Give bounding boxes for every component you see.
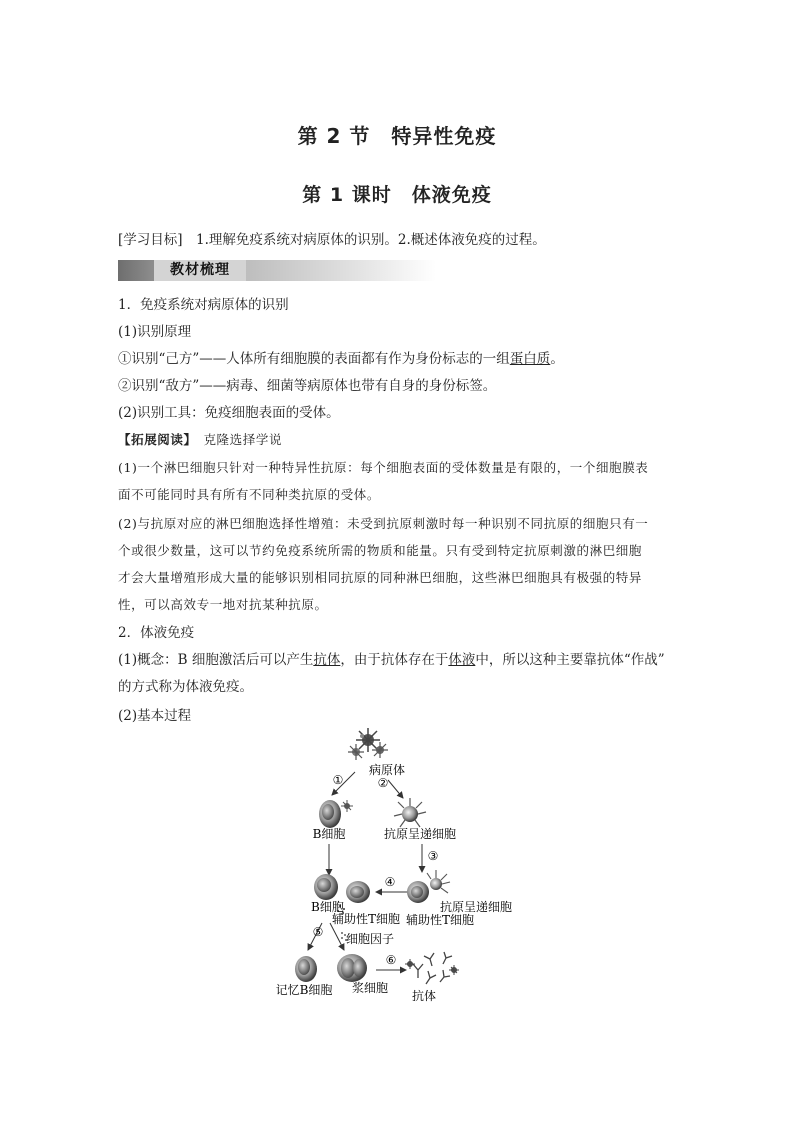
b-cell-icon bbox=[319, 800, 353, 828]
label-antibody: 抗体 bbox=[411, 989, 437, 1003]
label-plasma-cell: 浆细胞 bbox=[351, 981, 389, 995]
s2-concept bbox=[118, 650, 665, 670]
label-apc-2: 抗原呈递细胞 bbox=[440, 900, 513, 914]
label-b-cell-2: B细胞 bbox=[311, 900, 344, 914]
s1-p3: ②识别“敌方”——病毒、细菌等病原体也带有自身的身份标签。 bbox=[118, 378, 497, 394]
ext-line-6: 性，可以高效专一地对抗某种抗原。 bbox=[118, 597, 328, 612]
s2-concept-cont: 的方式称为体液免疫。 bbox=[118, 679, 253, 695]
s2-answer-body-fluid: 体液 bbox=[448, 652, 476, 668]
step-5: ⑤ bbox=[312, 925, 324, 939]
ext-line-3: (2)与抗原对应的淋巴细胞选择性增殖：未受到抗原刺激时每一种识别不同抗原的细胞只有一 bbox=[118, 516, 649, 531]
step-6: ⑥ bbox=[385, 953, 397, 967]
label-th: 辅助性T细胞 bbox=[332, 912, 401, 926]
s2-process-label: (2)基本过程 bbox=[118, 708, 192, 724]
label-b-cell: B细胞 bbox=[312, 827, 346, 841]
label-memory-b-cell: 记忆B细胞 bbox=[275, 983, 333, 997]
step-4: ④ bbox=[384, 875, 396, 889]
step-1: ① bbox=[332, 773, 344, 787]
memory-b-cell-icon bbox=[295, 956, 317, 982]
ext-line-2: 面不可能同时具有所有不同种类抗原的受体。 bbox=[118, 487, 381, 502]
s1-p2-end: 。 bbox=[550, 351, 564, 367]
s1-p4: (2)识别工具：免疫细胞表面的受体。 bbox=[118, 405, 340, 421]
plasma-cell-icon bbox=[337, 954, 367, 982]
arrow-2 bbox=[388, 780, 403, 798]
learning-objectives bbox=[118, 230, 546, 250]
s2-heading: 2．体液免疫 bbox=[118, 625, 195, 641]
s1-heading: 1．免疫系统对病原体的识别 bbox=[118, 297, 289, 313]
arrow-5b bbox=[330, 923, 344, 950]
s2-concept-c: ，由于抗体存在于 bbox=[340, 652, 449, 668]
s1-p2 bbox=[118, 349, 564, 369]
lesson-title: 第 1 课时 体液免疫 bbox=[302, 184, 492, 206]
ext-line-4: 个或很少数量，这可以节约免疫系统所需的物质和能量。只有受到特定抗原刺激的淋巴细胞 bbox=[118, 543, 643, 558]
label-apc: 抗原呈递细胞 bbox=[383, 827, 457, 841]
extension-heading bbox=[118, 430, 282, 450]
step-3: ③ bbox=[427, 849, 439, 863]
s2-concept-e: 中，所以这种主要靠抗体“作战” bbox=[475, 652, 665, 668]
label-pathogen: 病原体 bbox=[368, 763, 406, 777]
ext-line-1: (1)一个淋巴细胞只针对一种特异性抗原：每个细胞表面的受体数量是有限的，一个细胞膜表 bbox=[118, 460, 649, 475]
extension-title: 克隆选择学说 bbox=[190, 432, 283, 447]
section-banner-label: 教材梳理 bbox=[154, 260, 246, 281]
extension-label: 【拓展阅读】 bbox=[118, 432, 191, 447]
label-cytokine: 细胞因子 bbox=[346, 932, 395, 946]
s1-p2-answer: 蛋白质 bbox=[509, 351, 551, 367]
s1-p1: (1)识别原理 bbox=[118, 324, 192, 340]
antigen-presenting-cell-icon bbox=[394, 798, 426, 827]
apc-th-icon bbox=[407, 870, 450, 903]
step-2: ② bbox=[377, 776, 389, 790]
ext-line-5: 才会大量增殖形成大量的能够识别相同抗原的同种淋巴细胞，这些淋巴细胞具有极强的特异 bbox=[118, 570, 643, 585]
s2-answer-antibody: 抗体 bbox=[313, 652, 341, 668]
antibody-icon bbox=[405, 952, 459, 984]
objectives-label: [学习目标] bbox=[118, 232, 183, 248]
objectives-text: 1.理解免疫系统对病原体的识别。2.概述体液免疫的过程。 bbox=[182, 232, 546, 248]
humoral-immunity-diagram bbox=[260, 720, 550, 1020]
s2-concept-a: (1)概念：B 细胞激活后可以产生 bbox=[118, 652, 314, 668]
label-th-2: 辅助性T细胞 bbox=[406, 913, 475, 927]
section-banner bbox=[118, 260, 436, 281]
pathogen-icon bbox=[348, 728, 388, 760]
section-title: 第 2 节 特异性免疫 bbox=[297, 124, 497, 148]
s1-p2-text: ①识别“己方”——人体所有细胞膜的表面都有作为身份标志的一组 bbox=[118, 351, 510, 367]
